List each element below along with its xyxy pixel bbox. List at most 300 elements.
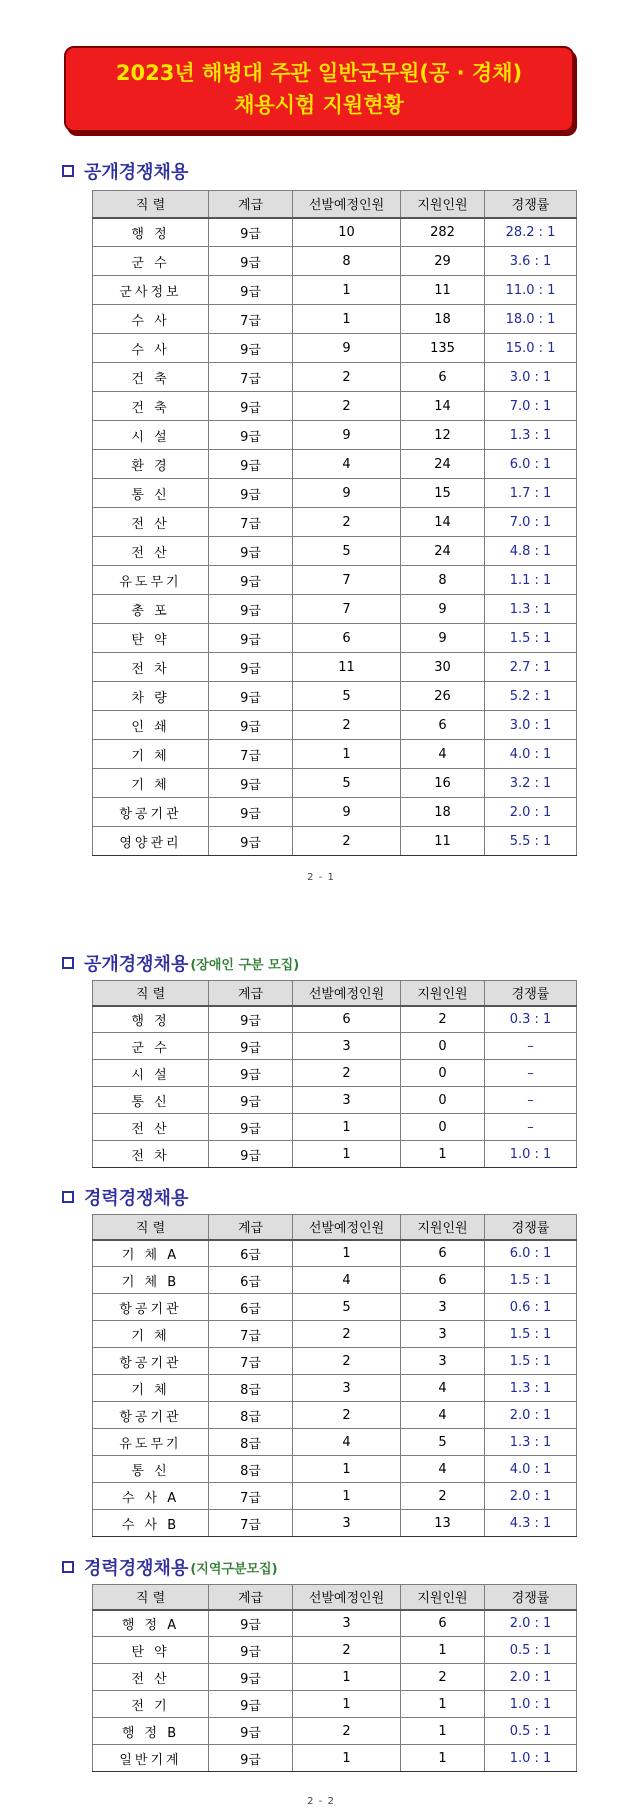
planned-hires-cell: 2 bbox=[293, 711, 401, 740]
table-row bbox=[93, 595, 577, 624]
grade-cell: 9급 bbox=[209, 827, 293, 856]
applicants-cell: 4 bbox=[401, 1375, 485, 1402]
applicants-cell: 2 bbox=[401, 1483, 485, 1510]
table-disabled-recruitment bbox=[92, 980, 577, 1168]
competition-ratio-cell: 3.0 : 1 bbox=[485, 711, 577, 740]
table-row bbox=[93, 1637, 577, 1664]
competition-ratio-cell: 1.3 : 1 bbox=[485, 421, 577, 450]
grade-cell: 9급 bbox=[209, 1087, 293, 1114]
job-series-cell: 건 축 bbox=[93, 363, 209, 392]
table-row bbox=[93, 682, 577, 711]
applicants-cell: 9 bbox=[401, 624, 485, 653]
planned-hires-cell: 6 bbox=[293, 624, 401, 653]
competition-ratio-cell: 1.7 : 1 bbox=[485, 479, 577, 508]
competition-ratio-cell: 2.0 : 1 bbox=[485, 1402, 577, 1429]
planned-hires-cell: 1 bbox=[293, 1664, 401, 1691]
job-series-cell: 유도무기 bbox=[93, 1429, 209, 1456]
section-title-text: 경력경쟁채용 bbox=[84, 1188, 189, 1209]
competition-ratio-cell: 1.5 : 1 bbox=[485, 1348, 577, 1375]
planned-hires-cell: 3 bbox=[293, 1510, 401, 1537]
planned-hires-cell: 5 bbox=[293, 537, 401, 566]
job-series-cell: 행 정 A bbox=[93, 1610, 209, 1637]
planned-hires-cell: 11 bbox=[293, 653, 401, 682]
grade-cell: 8급 bbox=[209, 1456, 293, 1483]
job-series-cell: 기 체 bbox=[93, 769, 209, 798]
applicants-cell: 6 bbox=[401, 1610, 485, 1637]
applicants-cell: 4 bbox=[401, 1456, 485, 1483]
section-subtitle: (지역구분모집) bbox=[190, 1561, 278, 1577]
competition-ratio-cell: – bbox=[485, 1087, 577, 1114]
column-header: 지원인원 bbox=[401, 1585, 485, 1610]
competition-ratio-cell: 2.0 : 1 bbox=[485, 1610, 577, 1637]
table-row bbox=[93, 1610, 577, 1637]
applicants-cell: 1 bbox=[401, 1691, 485, 1718]
competition-ratio-cell: 2.0 : 1 bbox=[485, 798, 577, 827]
applicants-cell: 3 bbox=[401, 1348, 485, 1375]
planned-hires-cell: 1 bbox=[293, 276, 401, 305]
section-title-text: 공개경쟁채용 bbox=[84, 162, 189, 183]
table-row bbox=[93, 392, 577, 421]
planned-hires-cell: 1 bbox=[293, 1141, 401, 1168]
table-row bbox=[93, 827, 577, 856]
grade-cell: 8급 bbox=[209, 1429, 293, 1456]
grade-cell: 9급 bbox=[209, 1610, 293, 1637]
column-header: 지원인원 bbox=[401, 1215, 485, 1240]
applicants-cell: 11 bbox=[401, 276, 485, 305]
applicants-cell: 6 bbox=[401, 711, 485, 740]
applicants-cell: 4 bbox=[401, 1402, 485, 1429]
job-series-cell: 수 사 bbox=[93, 334, 209, 363]
planned-hires-cell: 2 bbox=[293, 1348, 401, 1375]
job-series-cell: 전 차 bbox=[93, 653, 209, 682]
competition-ratio-cell: – bbox=[485, 1060, 577, 1087]
grade-cell: 9급 bbox=[209, 1637, 293, 1664]
table-row bbox=[93, 305, 577, 334]
table-row bbox=[93, 1006, 577, 1033]
applicants-cell: 6 bbox=[401, 363, 485, 392]
planned-hires-cell: 3 bbox=[293, 1610, 401, 1637]
competition-ratio-cell: 4.0 : 1 bbox=[485, 1456, 577, 1483]
planned-hires-cell: 1 bbox=[293, 1114, 401, 1141]
column-header: 계급 bbox=[209, 1215, 293, 1240]
applicants-cell: 8 bbox=[401, 566, 485, 595]
job-series-cell: 항공기관 bbox=[93, 1294, 209, 1321]
grade-cell: 7급 bbox=[209, 508, 293, 537]
planned-hires-cell: 9 bbox=[293, 334, 401, 363]
grade-cell: 9급 bbox=[209, 247, 293, 276]
applicants-cell: 2 bbox=[401, 1664, 485, 1691]
job-series-cell: 기 체 bbox=[93, 1321, 209, 1348]
job-series-cell: 항공기관 bbox=[93, 1348, 209, 1375]
page-number: 2 - 1 bbox=[307, 872, 335, 883]
competition-ratio-cell: 2.0 : 1 bbox=[485, 1664, 577, 1691]
job-series-cell: 총 포 bbox=[93, 595, 209, 624]
table-row bbox=[93, 711, 577, 740]
table-row bbox=[93, 1456, 577, 1483]
table-row bbox=[93, 247, 577, 276]
planned-hires-cell: 2 bbox=[293, 392, 401, 421]
competition-ratio-cell: 7.0 : 1 bbox=[485, 392, 577, 421]
table-open-recruitment bbox=[92, 190, 577, 856]
competition-ratio-cell: 0.5 : 1 bbox=[485, 1637, 577, 1664]
table-row bbox=[93, 653, 577, 682]
job-series-cell: 전 산 bbox=[93, 1664, 209, 1691]
planned-hires-cell: 1 bbox=[293, 1240, 401, 1267]
planned-hires-cell: 5 bbox=[293, 769, 401, 798]
grade-cell: 9급 bbox=[209, 421, 293, 450]
column-header: 직 렬 bbox=[93, 981, 209, 1006]
table-row bbox=[93, 479, 577, 508]
applicants-cell: 24 bbox=[401, 450, 485, 479]
column-header: 직 렬 bbox=[93, 1215, 209, 1240]
grade-cell: 9급 bbox=[209, 653, 293, 682]
planned-hires-cell: 2 bbox=[293, 363, 401, 392]
job-series-cell: 전 산 bbox=[93, 508, 209, 537]
job-series-cell: 영양관리 bbox=[93, 827, 209, 856]
grade-cell: 9급 bbox=[209, 392, 293, 421]
checkbox-square-icon bbox=[62, 1191, 74, 1203]
section-title-text: 공개경쟁채용 bbox=[84, 954, 189, 975]
applicants-cell: 16 bbox=[401, 769, 485, 798]
table-row bbox=[93, 334, 577, 363]
table-career-recruitment bbox=[92, 1214, 577, 1537]
column-header: 선발예정인원 bbox=[293, 981, 401, 1006]
competition-ratio-cell: 3.6 : 1 bbox=[485, 247, 577, 276]
table-row bbox=[93, 769, 577, 798]
section-subtitle: (장애인 구분 모집) bbox=[190, 957, 300, 973]
grade-cell: 9급 bbox=[209, 682, 293, 711]
grade-cell: 9급 bbox=[209, 1060, 293, 1087]
grade-cell: 9급 bbox=[209, 450, 293, 479]
applicants-cell: 13 bbox=[401, 1510, 485, 1537]
applicants-cell: 135 bbox=[401, 334, 485, 363]
competition-ratio-cell: 1.0 : 1 bbox=[485, 1141, 577, 1168]
job-series-cell: 환 경 bbox=[93, 450, 209, 479]
table-regional-recruitment bbox=[92, 1584, 577, 1772]
competition-ratio-cell: 3.0 : 1 bbox=[485, 363, 577, 392]
grade-cell: 9급 bbox=[209, 276, 293, 305]
column-header: 선발예정인원 bbox=[293, 1215, 401, 1240]
title-line-2: 채용시험 지원현황 bbox=[234, 93, 404, 117]
competition-ratio-cell: 7.0 : 1 bbox=[485, 508, 577, 537]
planned-hires-cell: 9 bbox=[293, 421, 401, 450]
competition-ratio-cell: 0.5 : 1 bbox=[485, 1718, 577, 1745]
table-row bbox=[93, 1402, 577, 1429]
table-row bbox=[93, 508, 577, 537]
grade-cell: 9급 bbox=[209, 1718, 293, 1745]
table-row bbox=[93, 1294, 577, 1321]
page-number: 2 - 2 bbox=[307, 1796, 335, 1807]
applicants-cell: 5 bbox=[401, 1429, 485, 1456]
competition-ratio-cell: 11.0 : 1 bbox=[485, 276, 577, 305]
planned-hires-cell: 4 bbox=[293, 1429, 401, 1456]
grade-cell: 7급 bbox=[209, 305, 293, 334]
grade-cell: 9급 bbox=[209, 566, 293, 595]
job-series-cell: 수 사 B bbox=[93, 1510, 209, 1537]
competition-ratio-cell: 1.3 : 1 bbox=[485, 1429, 577, 1456]
applicants-cell: 14 bbox=[401, 392, 485, 421]
competition-ratio-cell: 4.3 : 1 bbox=[485, 1510, 577, 1537]
applicants-cell: 29 bbox=[401, 247, 485, 276]
planned-hires-cell: 2 bbox=[293, 1637, 401, 1664]
table-row bbox=[93, 1033, 577, 1060]
job-series-cell: 기 체 A bbox=[93, 1240, 209, 1267]
column-header: 선발예정인원 bbox=[293, 1585, 401, 1610]
table-row bbox=[93, 1510, 577, 1537]
grade-cell: 7급 bbox=[209, 1321, 293, 1348]
job-series-cell: 일반기계 bbox=[93, 1745, 209, 1772]
column-header: 경쟁률 bbox=[485, 981, 577, 1006]
table-row bbox=[93, 421, 577, 450]
title-line-1: 2023년 해병대 주관 일반군무원(공 · 경채) bbox=[115, 61, 523, 85]
job-series-cell: 시 설 bbox=[93, 1060, 209, 1087]
competition-ratio-cell: 4.0 : 1 bbox=[485, 740, 577, 769]
grade-cell: 9급 bbox=[209, 1006, 293, 1033]
planned-hires-cell: 3 bbox=[293, 1033, 401, 1060]
job-series-cell: 전 기 bbox=[93, 1691, 209, 1718]
grade-cell: 9급 bbox=[209, 537, 293, 566]
planned-hires-cell: 7 bbox=[293, 566, 401, 595]
planned-hires-cell: 1 bbox=[293, 1456, 401, 1483]
planned-hires-cell: 4 bbox=[293, 1267, 401, 1294]
applicants-cell: 0 bbox=[401, 1060, 485, 1087]
planned-hires-cell: 2 bbox=[293, 827, 401, 856]
table-row bbox=[93, 218, 577, 247]
applicants-cell: 1 bbox=[401, 1745, 485, 1772]
job-series-cell: 항공기관 bbox=[93, 1402, 209, 1429]
applicants-cell: 15 bbox=[401, 479, 485, 508]
job-series-cell: 전 차 bbox=[93, 1141, 209, 1168]
table-row bbox=[93, 1375, 577, 1402]
planned-hires-cell: 2 bbox=[293, 1060, 401, 1087]
grade-cell: 9급 bbox=[209, 479, 293, 508]
applicants-cell: 3 bbox=[401, 1321, 485, 1348]
competition-ratio-cell: 1.3 : 1 bbox=[485, 1375, 577, 1402]
competition-ratio-cell: 28.2 : 1 bbox=[485, 218, 577, 247]
column-header: 직 렬 bbox=[93, 191, 209, 218]
grade-cell: 7급 bbox=[209, 740, 293, 769]
grade-cell: 9급 bbox=[209, 1033, 293, 1060]
job-series-cell: 통 신 bbox=[93, 1456, 209, 1483]
column-header: 지원인원 bbox=[401, 191, 485, 218]
applicants-cell: 30 bbox=[401, 653, 485, 682]
job-series-cell: 군사정보 bbox=[93, 276, 209, 305]
applicants-cell: 11 bbox=[401, 827, 485, 856]
applicants-cell: 0 bbox=[401, 1114, 485, 1141]
competition-ratio-cell: 18.0 : 1 bbox=[485, 305, 577, 334]
table-row bbox=[93, 1745, 577, 1772]
table-row bbox=[93, 1664, 577, 1691]
grade-cell: 9급 bbox=[209, 1691, 293, 1718]
section-title-career-recruitment bbox=[62, 1184, 190, 1210]
planned-hires-cell: 4 bbox=[293, 450, 401, 479]
table-row bbox=[93, 1141, 577, 1168]
job-series-cell: 유도무기 bbox=[93, 566, 209, 595]
applicants-cell: 1 bbox=[401, 1718, 485, 1745]
competition-ratio-cell: 2.7 : 1 bbox=[485, 653, 577, 682]
applicants-cell: 12 bbox=[401, 421, 485, 450]
planned-hires-cell: 1 bbox=[293, 305, 401, 334]
table-header-row bbox=[93, 981, 577, 1006]
competition-ratio-cell: 2.0 : 1 bbox=[485, 1483, 577, 1510]
applicants-cell: 4 bbox=[401, 740, 485, 769]
competition-ratio-cell: 1.3 : 1 bbox=[485, 595, 577, 624]
table-row bbox=[93, 1348, 577, 1375]
planned-hires-cell: 5 bbox=[293, 682, 401, 711]
table-header-row bbox=[93, 1585, 577, 1610]
planned-hires-cell: 2 bbox=[293, 1402, 401, 1429]
grade-cell: 9급 bbox=[209, 798, 293, 827]
table-row bbox=[93, 1691, 577, 1718]
column-header: 경쟁률 bbox=[485, 191, 577, 218]
grade-cell: 9급 bbox=[209, 595, 293, 624]
applicants-cell: 14 bbox=[401, 508, 485, 537]
applicants-cell: 0 bbox=[401, 1033, 485, 1060]
grade-cell: 9급 bbox=[209, 1141, 293, 1168]
job-series-cell: 탄 약 bbox=[93, 1637, 209, 1664]
section-title-text: 경력경쟁채용 bbox=[84, 1558, 189, 1579]
table-row bbox=[93, 537, 577, 566]
column-header: 지원인원 bbox=[401, 981, 485, 1006]
job-series-cell: 행 정 B bbox=[93, 1718, 209, 1745]
planned-hires-cell: 1 bbox=[293, 1483, 401, 1510]
table-row bbox=[93, 740, 577, 769]
applicants-cell: 6 bbox=[401, 1267, 485, 1294]
grade-cell: 7급 bbox=[209, 1348, 293, 1375]
applicants-cell: 9 bbox=[401, 595, 485, 624]
job-series-cell: 수 사 bbox=[93, 305, 209, 334]
grade-cell: 6급 bbox=[209, 1267, 293, 1294]
column-header: 경쟁률 bbox=[485, 1215, 577, 1240]
grade-cell: 9급 bbox=[209, 218, 293, 247]
table-row bbox=[93, 276, 577, 305]
planned-hires-cell: 7 bbox=[293, 595, 401, 624]
job-series-cell: 기 체 B bbox=[93, 1267, 209, 1294]
table-row bbox=[93, 1240, 577, 1267]
competition-ratio-cell: 6.0 : 1 bbox=[485, 450, 577, 479]
competition-ratio-cell: 1.5 : 1 bbox=[485, 624, 577, 653]
planned-hires-cell: 1 bbox=[293, 1691, 401, 1718]
job-series-cell: 기 체 bbox=[93, 740, 209, 769]
applicants-cell: 6 bbox=[401, 1240, 485, 1267]
title-banner bbox=[64, 46, 574, 132]
grade-cell: 8급 bbox=[209, 1402, 293, 1429]
planned-hires-cell: 6 bbox=[293, 1006, 401, 1033]
job-series-cell: 수 사 A bbox=[93, 1483, 209, 1510]
competition-ratio-cell: – bbox=[485, 1114, 577, 1141]
table-row bbox=[93, 450, 577, 479]
job-series-cell: 통 신 bbox=[93, 479, 209, 508]
column-header: 계급 bbox=[209, 981, 293, 1006]
competition-ratio-cell: 1.0 : 1 bbox=[485, 1691, 577, 1718]
job-series-cell: 군 수 bbox=[93, 247, 209, 276]
competition-ratio-cell: 0.6 : 1 bbox=[485, 1294, 577, 1321]
applicants-cell: 24 bbox=[401, 537, 485, 566]
table-row bbox=[93, 1483, 577, 1510]
planned-hires-cell: 1 bbox=[293, 1745, 401, 1772]
section-title-regional-recruitment bbox=[62, 1554, 278, 1580]
column-header: 계급 bbox=[209, 191, 293, 218]
grade-cell: 9급 bbox=[209, 1745, 293, 1772]
job-series-cell: 군 수 bbox=[93, 1033, 209, 1060]
job-series-cell: 전 산 bbox=[93, 537, 209, 566]
grade-cell: 6급 bbox=[209, 1240, 293, 1267]
applicants-cell: 0 bbox=[401, 1087, 485, 1114]
column-header: 선발예정인원 bbox=[293, 191, 401, 218]
applicants-cell: 1 bbox=[401, 1637, 485, 1664]
table-header-row bbox=[93, 191, 577, 218]
grade-cell: 9급 bbox=[209, 769, 293, 798]
grade-cell: 7급 bbox=[209, 363, 293, 392]
planned-hires-cell: 9 bbox=[293, 798, 401, 827]
applicants-cell: 3 bbox=[401, 1294, 485, 1321]
column-header: 경쟁률 bbox=[485, 1585, 577, 1610]
job-series-cell: 기 체 bbox=[93, 1375, 209, 1402]
job-series-cell: 통 신 bbox=[93, 1087, 209, 1114]
planned-hires-cell: 1 bbox=[293, 740, 401, 769]
competition-ratio-cell: 1.5 : 1 bbox=[485, 1321, 577, 1348]
job-series-cell: 전 산 bbox=[93, 1114, 209, 1141]
grade-cell: 7급 bbox=[209, 1510, 293, 1537]
table-row bbox=[93, 1718, 577, 1745]
checkbox-square-icon bbox=[62, 1561, 74, 1573]
competition-ratio-cell: 6.0 : 1 bbox=[485, 1240, 577, 1267]
grade-cell: 9급 bbox=[209, 1664, 293, 1691]
applicants-cell: 282 bbox=[401, 218, 485, 247]
table-row bbox=[93, 566, 577, 595]
table-row bbox=[93, 1321, 577, 1348]
job-series-cell: 차 량 bbox=[93, 682, 209, 711]
grade-cell: 6급 bbox=[209, 1294, 293, 1321]
grade-cell: 8급 bbox=[209, 1375, 293, 1402]
grade-cell: 9급 bbox=[209, 1114, 293, 1141]
table-row bbox=[93, 1267, 577, 1294]
competition-ratio-cell: 1.1 : 1 bbox=[485, 566, 577, 595]
job-series-cell: 인 쇄 bbox=[93, 711, 209, 740]
competition-ratio-cell: 3.2 : 1 bbox=[485, 769, 577, 798]
job-series-cell: 시 설 bbox=[93, 421, 209, 450]
planned-hires-cell: 3 bbox=[293, 1375, 401, 1402]
planned-hires-cell: 8 bbox=[293, 247, 401, 276]
table-row bbox=[93, 798, 577, 827]
table-row bbox=[93, 363, 577, 392]
grade-cell: 9급 bbox=[209, 334, 293, 363]
checkbox-square-icon bbox=[62, 957, 74, 969]
table-row bbox=[93, 1087, 577, 1114]
planned-hires-cell: 2 bbox=[293, 508, 401, 537]
planned-hires-cell: 2 bbox=[293, 1718, 401, 1745]
applicants-cell: 2 bbox=[401, 1006, 485, 1033]
planned-hires-cell: 10 bbox=[293, 218, 401, 247]
column-header: 계급 bbox=[209, 1585, 293, 1610]
planned-hires-cell: 2 bbox=[293, 1321, 401, 1348]
competition-ratio-cell: 15.0 : 1 bbox=[485, 334, 577, 363]
column-header: 직 렬 bbox=[93, 1585, 209, 1610]
table-row bbox=[93, 1429, 577, 1456]
applicants-cell: 18 bbox=[401, 798, 485, 827]
checkbox-square-icon bbox=[62, 165, 74, 177]
section-title-open-recruitment bbox=[62, 158, 190, 184]
competition-ratio-cell: 0.3 : 1 bbox=[485, 1006, 577, 1033]
job-series-cell: 행 정 bbox=[93, 1006, 209, 1033]
competition-ratio-cell: – bbox=[485, 1033, 577, 1060]
grade-cell: 7급 bbox=[209, 1483, 293, 1510]
applicants-cell: 1 bbox=[401, 1141, 485, 1168]
competition-ratio-cell: 1.5 : 1 bbox=[485, 1267, 577, 1294]
planned-hires-cell: 5 bbox=[293, 1294, 401, 1321]
job-series-cell: 탄 약 bbox=[93, 624, 209, 653]
table-row bbox=[93, 1060, 577, 1087]
